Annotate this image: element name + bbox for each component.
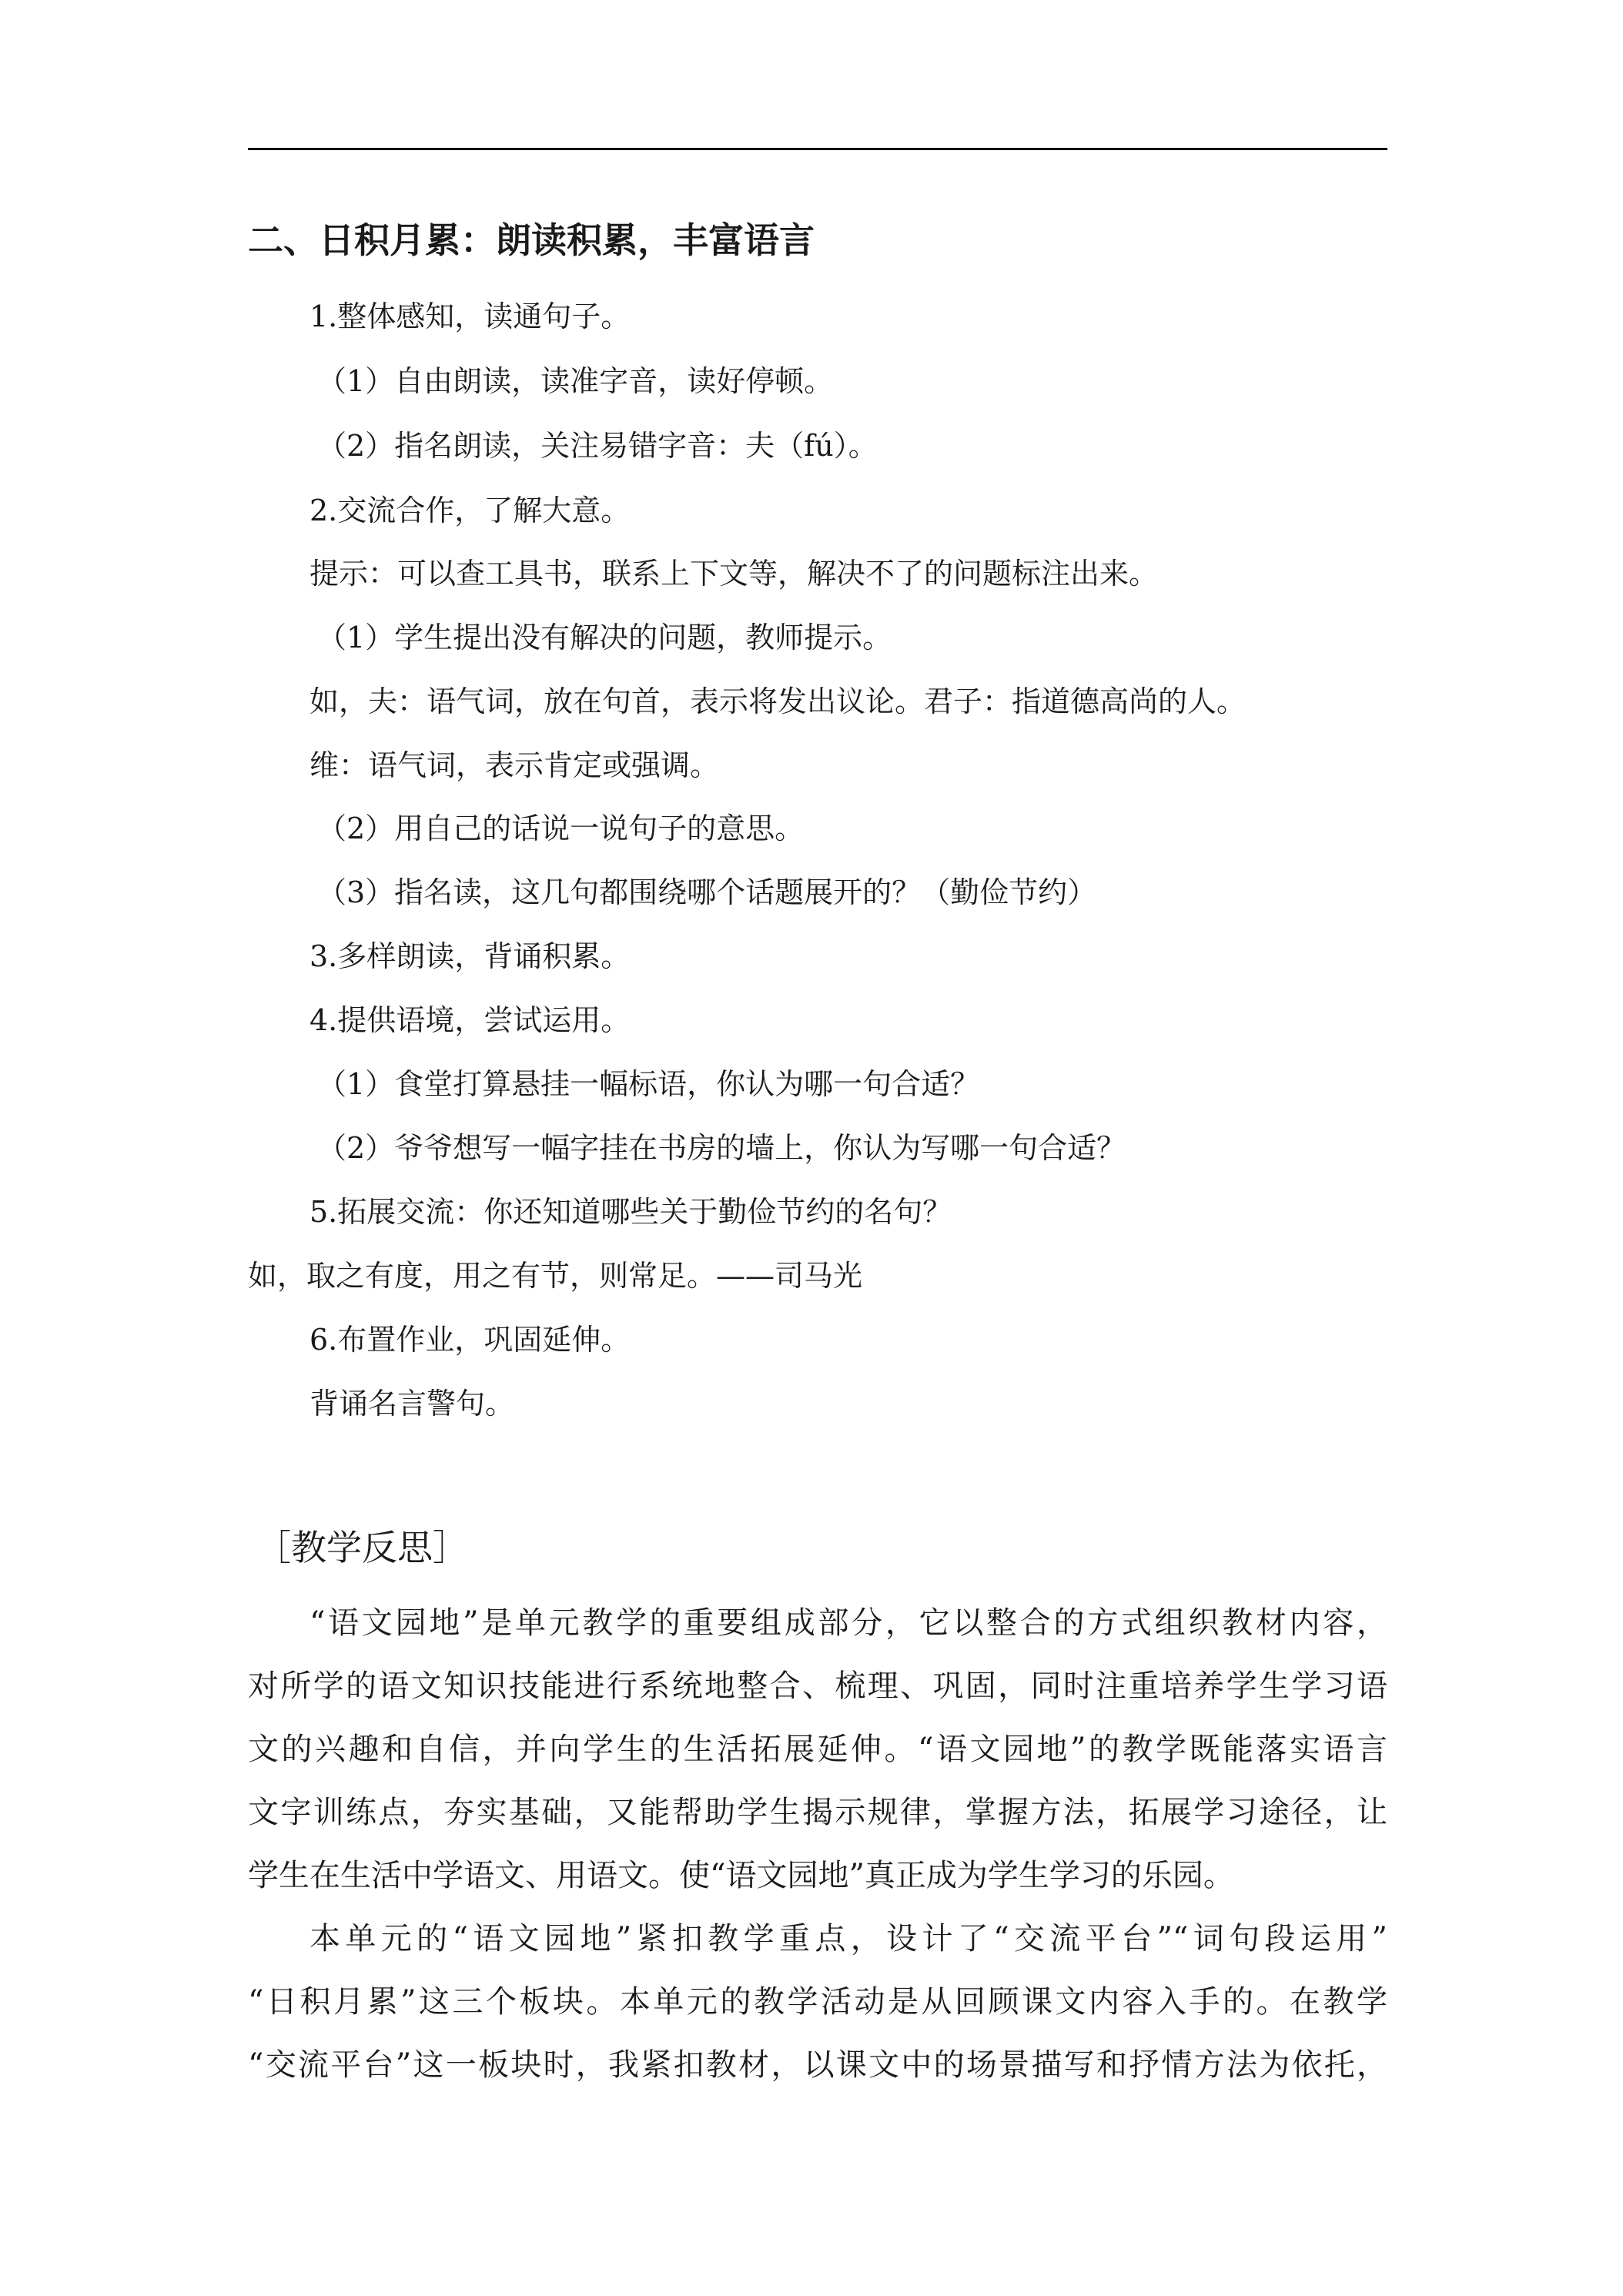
reflection-text: 文的兴趣和自信，并向学生的生活拓展延伸。“语文园地”的教学既能落实语言: [248, 1732, 1387, 1767]
reflection-text: “日积月累”这三个板块。本单元的教学活动是从回顾课文内容入手的。在教学: [248, 1984, 1387, 2020]
step-line: 4.提供语境，尝试运用。: [310, 1003, 631, 1037]
reflection-line: [248, 1791, 1387, 1834]
reflection-line: [310, 1917, 1387, 1960]
step-line: 背诵名言警句。: [310, 1387, 515, 1421]
step-line: （2）爷爷想写一幅字挂在书房的墙上，你认为写哪一句合适？: [317, 1131, 1126, 1165]
reflection-line: [248, 1665, 1387, 1708]
step-line: （3）指名读，这几句都围绕哪个话题展开的？（勤俭节约）: [317, 875, 1097, 909]
step-line: 如，取之有度，用之有节，则常足。——司马光: [248, 1259, 863, 1293]
step-line: （1）食堂打算悬挂一幅标语，你认为哪一句合适？: [317, 1067, 980, 1101]
reflection-line: [248, 1980, 1387, 2023]
step-line: 提示：可以查工具书，联系上下文等，解决不了的问题标注出来。: [310, 557, 1159, 591]
reflection-line: [248, 1854, 1387, 1897]
step-line: 如，夫：语气词，放在句首，表示将发出议论。君子：指道德高尚的人。: [310, 684, 1247, 718]
reflection-text: “语文园地”是单元教学的重要组成部分，它以整合的方式组织教材内容，: [310, 1605, 1387, 1641]
step-line: 2.交流合作，了解大意。: [310, 494, 631, 527]
reflection-title: ［教学反思］: [256, 1527, 468, 1568]
step-line: 3.多样朗读，背诵积累。: [310, 939, 631, 973]
section-heading: 二、日积月累：朗读积累，丰富语言: [248, 219, 815, 261]
step-line: 5.拓展交流：你还知道哪些关于勤俭节约的名句？: [310, 1195, 952, 1229]
reflection-line: [248, 1728, 1387, 1771]
reflection-line: [310, 1602, 1387, 1645]
step-line: （1）自由朗读，读准字音，读好停顿。: [317, 364, 834, 398]
step-line: 维：语气词，表示肯定或强调。: [310, 748, 720, 782]
reflection-line: [248, 2043, 1387, 2087]
reflection-text: 学生在生活中学语文、用语文。使“语文园地”真正成为学生学习的乐园。: [248, 1858, 1234, 1893]
step-line: 6.布置作业，巩固延伸。: [310, 1323, 631, 1357]
step-line: 1.整体感知，读通句子。: [310, 300, 631, 333]
reflection-text: 文字训练点，夯实基础，又能帮助学生揭示规律，掌握方法，拓展学习途径，让: [248, 1795, 1387, 1830]
reflection-text: 对所学的语文知识技能进行系统地整合、梳理、巩固，同时注重培养学生学习语: [248, 1668, 1387, 1704]
step-line: （2）指名朗读，关注易错字音：夫（fú）。: [317, 429, 878, 463]
reflection-text: 本单元的“语文园地”紧扣教学重点，设计了“交流平台”“词句段运用”: [310, 1921, 1387, 1956]
step-line: （1）学生提出没有解决的问题，教师提示。: [317, 621, 892, 654]
step-line: （2）用自己的话说一说句子的意思。: [317, 812, 805, 845]
reflection-text: “交流平台”这一板块时，我紧扣教材，以课文中的场景描写和抒情方法为依托，: [248, 2047, 1387, 2083]
header-rule: [248, 148, 1387, 150]
